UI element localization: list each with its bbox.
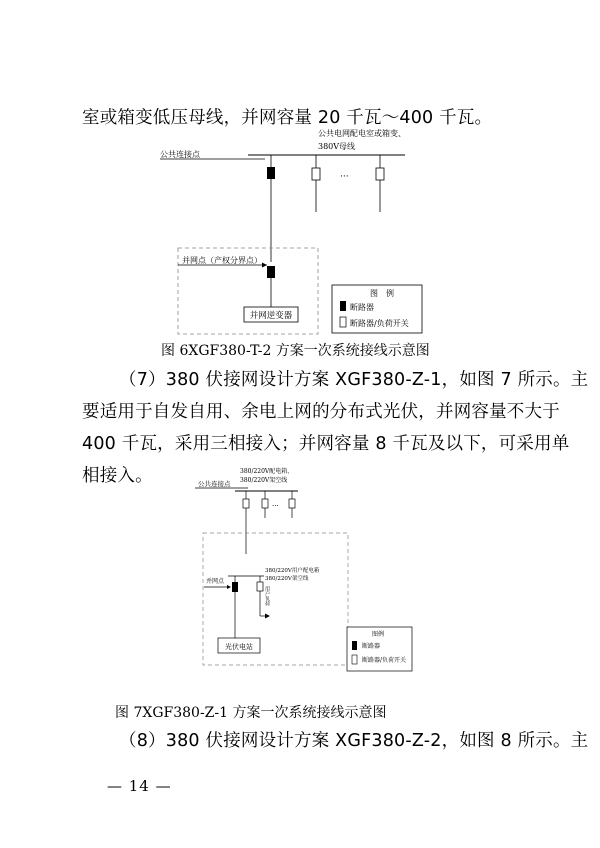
fig7-legend-title: 图例 <box>372 631 385 638</box>
fig6-dots: ··· <box>340 172 349 182</box>
figure6-diagram <box>150 124 440 340</box>
fig6-legend-breaker-symbol <box>340 301 346 311</box>
para7-line-3: 400 千瓦，采用三相接入；并网容量 8 千瓦及以下，可采用单 <box>82 434 570 454</box>
fig7-legend-breaker-symbol <box>352 641 357 650</box>
figure7-diagram <box>190 466 430 676</box>
fig6-bus-label-1: 公共电网配电室或箱变、 <box>318 129 406 138</box>
fig7-legend-switch-label: 断路器/负荷开关 <box>362 657 407 664</box>
fig7-breaker-grid <box>232 582 238 592</box>
fig7-switch-feeder-3 <box>289 499 295 508</box>
fig6-switch-2 <box>376 168 384 180</box>
fig6-public-point-label: 公共连接点 <box>160 150 200 159</box>
fig6-legend-switch-symbol <box>340 317 346 327</box>
fig6-legend-switch-label: 断路器/负荷开关 <box>350 319 409 328</box>
fig7-dots: ··· <box>272 502 279 510</box>
page-number: — 14 — <box>107 777 172 795</box>
fig6-legend-breaker-label: 断路器 <box>350 303 374 312</box>
fig7-bus-label-2: 380/220V架空线 <box>240 477 288 484</box>
fig6-breaker-2 <box>267 266 275 278</box>
fig6-bus-label-2: 380V母线 <box>318 142 356 151</box>
figure7-caption: 图 7XGF380-Z-1 方案一次系统接线示意图 <box>115 705 387 721</box>
para7-line-1: （7）380 伏接网设计方案 XGF380-Z-1，如图 7 所示。主 <box>119 370 589 390</box>
fig7-public-point-label: 公共连接点 <box>198 480 231 488</box>
fig6-legend-title: 图 例 <box>370 289 394 298</box>
fig7-legend-breaker-label: 断路器 <box>362 643 381 650</box>
fig7-user-load-label: 用户负荷 <box>264 586 270 606</box>
fig7-legend-switch-symbol <box>352 655 357 664</box>
fig7-user-label-2: 380/220V架空线 <box>265 576 309 582</box>
fig7-pv-station-label: 光伏电站 <box>225 643 253 651</box>
fig7-switch-load <box>257 582 263 591</box>
fig7-switch-feeder-2 <box>262 499 268 508</box>
fig7-bus-label-1: 380/220V配电箱、 <box>240 468 294 475</box>
fig6-inverter-label: 并网逆变器 <box>249 311 293 321</box>
fig6-breaker-1 <box>267 167 275 179</box>
body-line-1: 室或箱变低压母线，并网容量 20 千瓦～400 千瓦。 <box>82 108 493 128</box>
fig7-user-label-1: 380/220V用户配电箱 <box>265 568 320 574</box>
fig7-switch-feeder-1 <box>243 499 249 508</box>
fig7-grid-point-label: 并网点 <box>206 578 225 585</box>
para7-line-2: 要适用于自发自用、余电上网的分布式光伏，并网容量不大于 <box>82 402 560 422</box>
fig6-switch-1 <box>312 168 320 180</box>
figure6-caption: 图 6XGF380-T-2 方案一次系统接线示意图 <box>161 343 430 359</box>
para7-line-4: 相接入。 <box>82 466 153 486</box>
para8-line-1: （8）380 伏接网设计方案 XGF380-Z-2，如图 8 所示。主 <box>119 731 589 751</box>
fig6-grid-point-label: 并网点（产权分界点） <box>182 256 262 265</box>
